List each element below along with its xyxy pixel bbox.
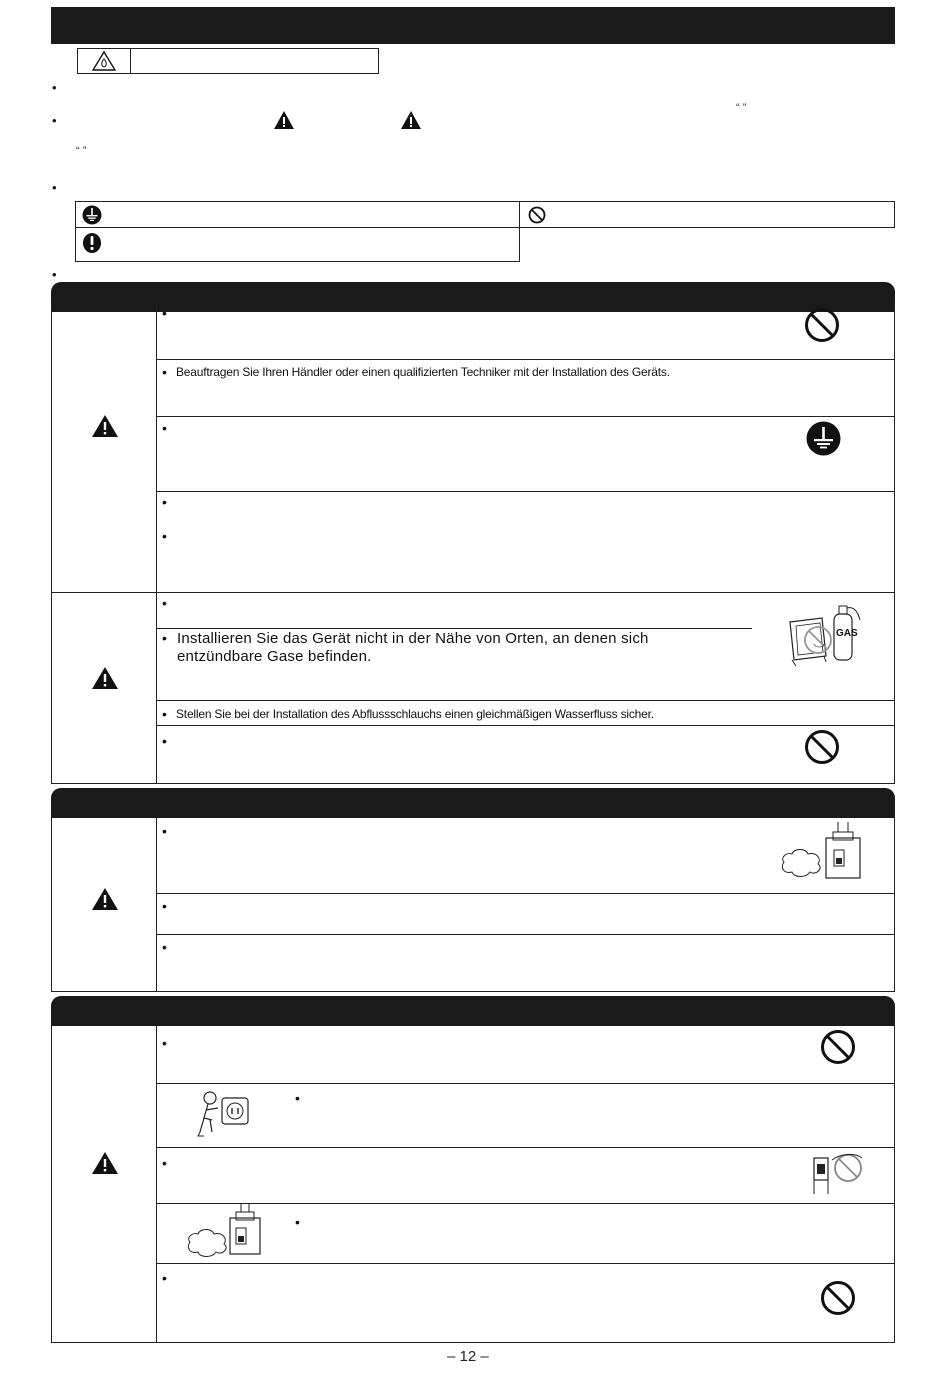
list-item-bullet: • xyxy=(162,420,167,436)
gas-cylinder-illustration xyxy=(782,600,864,668)
warning-triangle-icon xyxy=(91,887,119,916)
circuit-breaker-illustration xyxy=(184,1204,264,1262)
list-item-bullet: • xyxy=(162,1035,167,1051)
ground-icon xyxy=(806,421,841,456)
list-item-bullet: • xyxy=(162,364,167,380)
list-item-bullet: • xyxy=(162,630,167,646)
warning-triangle-icon xyxy=(91,1151,119,1180)
section-3-box xyxy=(51,818,895,992)
section-4-left-column xyxy=(51,1026,157,1343)
list-item-bullet: • xyxy=(162,595,167,611)
section-header-2 xyxy=(51,788,895,818)
section-2-box xyxy=(51,592,895,784)
row-divider xyxy=(157,700,895,701)
list-item-bullet: • xyxy=(295,1090,300,1106)
warning-triangle-icon xyxy=(91,414,119,443)
row-divider xyxy=(157,359,895,360)
circuit-breaker-illustration xyxy=(778,820,866,888)
list-item-bullet: • xyxy=(162,1155,167,1171)
list-item-bullet: • xyxy=(162,305,167,321)
list-item-bullet: • xyxy=(162,898,167,914)
list-item-bullet: • xyxy=(162,494,167,510)
list-item-bullet: • xyxy=(162,706,167,722)
warning-triangle-icon xyxy=(273,110,295,135)
gas-label: GAS xyxy=(836,628,858,639)
quote-marks: “ ” xyxy=(736,102,747,114)
row-divider xyxy=(157,628,752,629)
list-item-bullet: • xyxy=(162,733,167,749)
list-item-bullet: • xyxy=(295,1214,300,1230)
row-divider xyxy=(157,893,895,894)
legend-ground-cell xyxy=(75,201,520,228)
warning-triangle-icon xyxy=(91,666,119,695)
row-divider xyxy=(157,1083,895,1084)
page-number: – 12 – xyxy=(447,1348,489,1365)
intro-bullet-2: • xyxy=(52,113,57,128)
section-4-box xyxy=(51,1026,895,1343)
list-item-bullet: • xyxy=(162,1270,167,1286)
list-item-bullet: • xyxy=(162,823,167,839)
section-1-left-column xyxy=(51,303,157,593)
flammable-notice-box xyxy=(77,48,379,74)
section-header-3 xyxy=(51,996,895,1026)
row-divider xyxy=(157,416,895,417)
list-item-bullet: • xyxy=(162,939,167,955)
legend-mandatory-cell xyxy=(75,227,520,262)
wet-hand-switch-illustration xyxy=(808,1150,866,1196)
row-divider xyxy=(157,1263,895,1264)
intro-bullet-3: • xyxy=(52,180,57,195)
flammable-gas-text: Installieren Sie das Gerät nicht in der Nähe von Orten, an denen sich entzündbare Gase befinden. xyxy=(177,630,649,665)
person-unplugging-illustration xyxy=(194,1088,252,1140)
list-item-bullet: • xyxy=(162,528,167,544)
flame-icon xyxy=(78,49,131,73)
legend-prohibited-cell xyxy=(519,201,895,228)
intro-bullet-1: • xyxy=(52,80,57,95)
exclamation-circle-icon xyxy=(82,232,102,254)
prohibited-circle-icon xyxy=(804,307,840,343)
prohibited-circle-icon xyxy=(820,1280,856,1316)
section-1-box xyxy=(51,303,895,593)
row-divider xyxy=(157,1203,895,1204)
row-divider xyxy=(157,725,895,726)
prohibited-circle-icon xyxy=(820,1029,856,1065)
row-divider xyxy=(157,934,895,935)
install-technician-text: Beauftragen Sie Ihren Händler oder einen qualifizierten Techniker mit der Installation des Geräts. xyxy=(176,365,670,379)
quote-marks: “ ” xyxy=(76,145,87,157)
row-divider xyxy=(157,491,895,492)
header-bar xyxy=(51,7,895,44)
prohibited-circle-icon xyxy=(528,206,546,224)
warning-triangle-icon xyxy=(400,110,422,135)
intro-bullet-4: • xyxy=(52,267,57,282)
ground-icon xyxy=(82,205,102,225)
drain-hose-text: Stellen Sie bei der Installation des Abflussschlauchs einen gleichmäßigen Wasserfluss sicher. xyxy=(176,707,654,721)
row-divider xyxy=(157,1147,895,1148)
prohibited-circle-icon xyxy=(804,729,840,765)
